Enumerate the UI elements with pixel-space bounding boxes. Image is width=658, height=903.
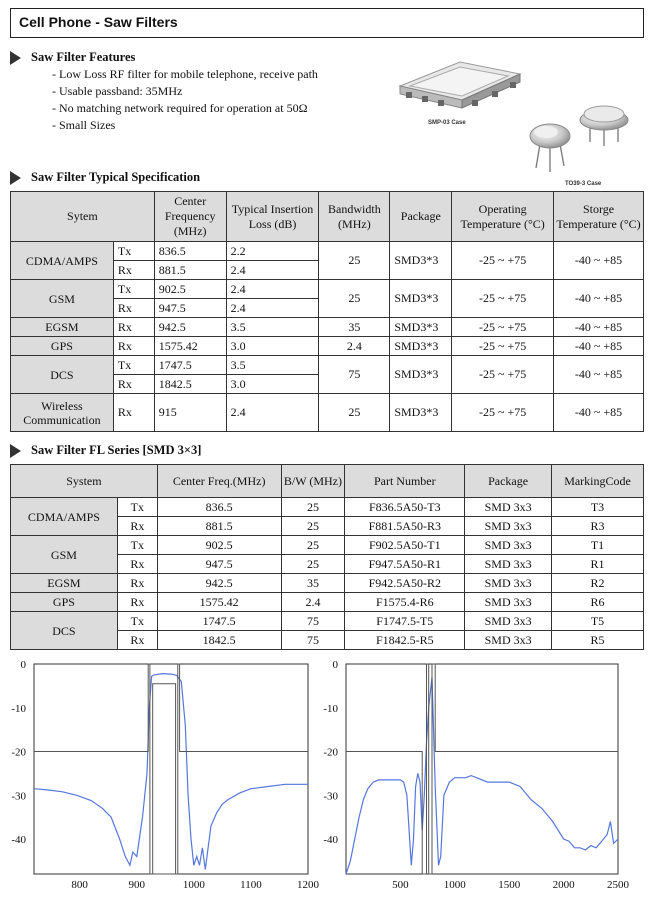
part-number-cell: F1747.5-T5: [345, 612, 465, 631]
system-cell: EGSM: [11, 574, 118, 593]
fl-row: [11, 536, 644, 555]
x-tick-label: 1000: [443, 879, 466, 891]
bw-cell: 25: [281, 498, 345, 517]
fl-header-row: [11, 465, 644, 498]
marking-code-cell: T1: [552, 536, 644, 555]
part-number-cell: F1575.4-R6: [345, 593, 465, 612]
y-tick-label: -30: [11, 790, 26, 803]
fl-header-cell: Package: [465, 465, 552, 498]
spec-header-cell: Operating Temperature (°C): [452, 192, 554, 242]
part-number-cell: F902.5A50-T1: [345, 536, 465, 555]
freq-cell: 915: [154, 394, 226, 432]
freq-cell: 836.5: [157, 498, 281, 517]
package-cell: SMD 3x3: [465, 517, 552, 536]
fl-header-cell: B/W (MHz): [281, 465, 345, 498]
marking-code-cell: T5: [552, 612, 644, 631]
freq-cell: 881.5: [154, 261, 226, 280]
x-tick-label: 2500: [607, 879, 629, 891]
loss-cell: 3.5: [226, 318, 319, 337]
mode-cell: Tx: [113, 356, 154, 375]
loss-cell: 2.4: [226, 394, 319, 432]
spec-header-cell: Package: [390, 192, 452, 242]
package-cell: SMD 3x3: [465, 574, 552, 593]
mode-cell: Tx: [113, 242, 154, 261]
op-temp-cell: -25 ~ +75: [452, 394, 554, 432]
page-title: Cell Phone - Saw Filters: [19, 14, 178, 30]
x-tick-label: 2000: [552, 879, 575, 891]
bw-cell: 2.4: [281, 593, 345, 612]
op-temp-cell: -25 ~ +75: [452, 337, 554, 356]
features-list: [52, 66, 318, 134]
y-tick-label: -20: [323, 746, 338, 759]
freq-cell: 836.5: [154, 242, 226, 261]
to39-case-image: [520, 104, 642, 180]
package-cell: SMD 3x3: [465, 536, 552, 555]
package-cell: SMD3*3: [390, 356, 452, 394]
bw-cell: 25: [281, 536, 345, 555]
mode-cell: Rx: [113, 394, 154, 432]
mode-cell: Rx: [117, 593, 157, 612]
spec-row: [11, 280, 644, 299]
fl-header-cell: System: [11, 465, 158, 498]
bandwidth-cell: 35: [319, 318, 390, 337]
fl-series-table: [10, 464, 644, 650]
freq-cell: 1575.42: [154, 337, 226, 356]
part-number-cell: F1842.5-R5: [345, 631, 465, 650]
plot-frame: [346, 664, 618, 874]
storage-temp-cell: -40 ~ +85: [554, 337, 644, 356]
storage-temp-cell: -40 ~ +85: [554, 394, 644, 432]
system-cell: GSM: [11, 280, 114, 318]
package-cell: SMD3*3: [390, 394, 452, 432]
feature-item: - Usable passband: 35MHz: [52, 83, 318, 100]
triangle-bullet-icon: [10, 444, 21, 458]
fl-row: [11, 574, 644, 593]
mode-cell: Rx: [117, 574, 157, 593]
loss-cell: 2.4: [226, 299, 319, 318]
series-line: [153, 684, 176, 874]
package-cell: SMD 3x3: [465, 612, 552, 631]
series-line: [34, 674, 308, 870]
page-title-box: [10, 8, 644, 38]
marking-code-cell: R2: [552, 574, 644, 593]
system-cell: CDMA/AMPS: [11, 498, 118, 536]
y-tick-label: -20: [11, 746, 26, 759]
mode-cell: Tx: [117, 498, 157, 517]
feature-item: - Low Loss RF filter for mobile telephone, receive path: [52, 66, 318, 83]
spec-header-cell: Storge Temperature (°C): [554, 192, 644, 242]
marking-code-cell: R6: [552, 593, 644, 612]
y-tick-label: 0: [332, 659, 338, 671]
loss-cell: 3.5: [226, 356, 319, 375]
smp-case-image: [392, 46, 524, 118]
loss-cell: 3.0: [226, 375, 319, 394]
mode-cell: Rx: [117, 631, 157, 650]
freq-cell: 881.5: [157, 517, 281, 536]
spec-header-cell: Sytem: [11, 192, 155, 242]
package-cell: SMD 3x3: [465, 498, 552, 517]
freq-cell: 1747.5: [157, 612, 281, 631]
triangle-bullet-icon: [10, 171, 21, 185]
system-cell: DCS: [11, 356, 114, 394]
bandwidth-cell: 25: [319, 242, 390, 280]
part-number-cell: F942.5A50-R2: [345, 574, 465, 593]
storage-temp-cell: -40 ~ +85: [554, 242, 644, 280]
op-temp-cell: -25 ~ +75: [452, 280, 554, 318]
fl-heading: Saw Filter FL Series [SMD 3×3]: [10, 443, 201, 458]
y-tick-label: -40: [11, 834, 26, 846]
mode-cell: Tx: [117, 536, 157, 555]
freq-cell: 1842.5: [157, 631, 281, 650]
mode-cell: Rx: [113, 337, 154, 356]
freq-cell: 942.5: [157, 574, 281, 593]
spec-row: [11, 356, 644, 375]
fl-row: [11, 612, 644, 631]
freq-cell: 902.5: [157, 536, 281, 555]
storage-temp-cell: -40 ~ +85: [554, 356, 644, 394]
spec-header-row: [11, 192, 644, 242]
freq-cell: 1575.42: [157, 593, 281, 612]
plot-frame: [34, 664, 308, 874]
bandwidth-cell: 75: [319, 356, 390, 394]
freq-cell: 902.5: [154, 280, 226, 299]
freq-cell: 947.5: [154, 299, 226, 318]
spec-row: [11, 394, 644, 432]
system-cell: GPS: [11, 337, 114, 356]
mode-cell: Tx: [113, 280, 154, 299]
x-tick-label: 900: [128, 879, 145, 891]
part-number-cell: F947.5A50-R1: [345, 555, 465, 574]
package-cell: SMD 3x3: [465, 555, 552, 574]
x-tick-label: 500: [392, 879, 409, 891]
to39-case-caption: TO39-3 Case: [565, 181, 602, 187]
x-tick-label: 1000: [182, 879, 205, 891]
storage-temp-cell: -40 ~ +85: [554, 280, 644, 318]
spec-row: [11, 318, 644, 337]
mode-cell: Tx: [117, 612, 157, 631]
mode-cell: Rx: [113, 299, 154, 318]
spec-header-cell: Typical Insertion Loss (dB): [226, 192, 319, 242]
package-cell: SMD3*3: [390, 242, 452, 280]
mode-cell: Rx: [113, 261, 154, 280]
op-temp-cell: -25 ~ +75: [452, 318, 554, 337]
freq-cell: 947.5: [157, 555, 281, 574]
op-temp-cell: -25 ~ +75: [452, 242, 554, 280]
storage-temp-cell: -40 ~ +85: [554, 318, 644, 337]
bandwidth-cell: 25: [319, 280, 390, 318]
bw-cell: 35: [281, 574, 345, 593]
spec-heading: Saw Filter Typical Specification: [10, 170, 200, 185]
op-temp-cell: -25 ~ +75: [452, 356, 554, 394]
x-tick-label: 800: [71, 879, 88, 891]
fl-header-cell: Center Freq.(MHz): [157, 465, 281, 498]
x-tick-label: 1100: [240, 879, 262, 891]
bw-cell: 25: [281, 555, 345, 574]
feature-item: - No matching network required for operation at 50Ω: [52, 100, 318, 117]
system-cell: DCS: [11, 612, 118, 650]
freq-cell: 1747.5: [154, 356, 226, 375]
x-tick-label: 1200: [297, 879, 319, 891]
mode-cell: Rx: [113, 375, 154, 394]
freq-cell: 942.5: [154, 318, 226, 337]
freq-cell: 1842.5: [154, 375, 226, 394]
package-cell: SMD3*3: [390, 280, 452, 318]
bw-cell: 25: [281, 517, 345, 536]
y-tick-label: 0: [20, 659, 26, 671]
fl-header-cell: Part Number: [345, 465, 465, 498]
y-tick-label: -10: [11, 702, 26, 715]
fl-header-cell: MarkingCode: [552, 465, 644, 498]
y-tick-label: -40: [323, 834, 338, 846]
triangle-bullet-icon: [10, 51, 21, 65]
loss-cell: 2.2: [226, 242, 319, 261]
series-line: [346, 677, 618, 874]
loss-cell: 3.0: [226, 337, 319, 356]
loss-cell: 2.4: [226, 280, 319, 299]
fl-row: [11, 498, 644, 517]
response-chart-left: [0, 652, 330, 903]
part-number-cell: F881.5A50-R3: [345, 517, 465, 536]
y-tick-label: -30: [323, 790, 338, 803]
package-cell: SMD3*3: [390, 337, 452, 356]
package-cell: SMD 3x3: [465, 593, 552, 612]
bandwidth-cell: 25: [319, 394, 390, 432]
loss-cell: 2.4: [226, 261, 319, 280]
series-line: [34, 664, 308, 874]
marking-code-cell: R5: [552, 631, 644, 650]
system-cell: GPS: [11, 593, 118, 612]
y-tick-label: -10: [323, 702, 338, 715]
system-cell: GSM: [11, 536, 118, 574]
system-cell: Wireless Communication: [11, 394, 114, 432]
spec-header-cell: Bandwidth (MHz): [319, 192, 390, 242]
mode-cell: Rx: [117, 517, 157, 536]
part-number-cell: F836.5A50-T3: [345, 498, 465, 517]
marking-code-cell: R3: [552, 517, 644, 536]
bw-cell: 75: [281, 631, 345, 650]
series-line: [346, 664, 618, 874]
fl-row: [11, 593, 644, 612]
system-cell: EGSM: [11, 318, 114, 337]
x-tick-label: 1500: [498, 879, 521, 891]
system-cell: CDMA/AMPS: [11, 242, 114, 280]
bw-cell: 75: [281, 612, 345, 631]
marking-code-cell: R1: [552, 555, 644, 574]
bandwidth-cell: 2.4: [319, 337, 390, 356]
spec-header-cell: Center Frequency (MHz): [154, 192, 226, 242]
spec-row: [11, 337, 644, 356]
package-cell: SMD3*3: [390, 318, 452, 337]
spec-row: [11, 242, 644, 261]
feature-item: - Small Sizes: [52, 117, 318, 134]
smp-case-caption: SMP-03 Case: [428, 120, 466, 126]
mode-cell: Rx: [113, 318, 154, 337]
spec-table: [10, 191, 644, 432]
response-chart-right: [322, 652, 658, 903]
package-cell: SMD 3x3: [465, 631, 552, 650]
marking-code-cell: T3: [552, 498, 644, 517]
mode-cell: Rx: [117, 555, 157, 574]
features-heading: Saw Filter Features: [10, 50, 135, 65]
